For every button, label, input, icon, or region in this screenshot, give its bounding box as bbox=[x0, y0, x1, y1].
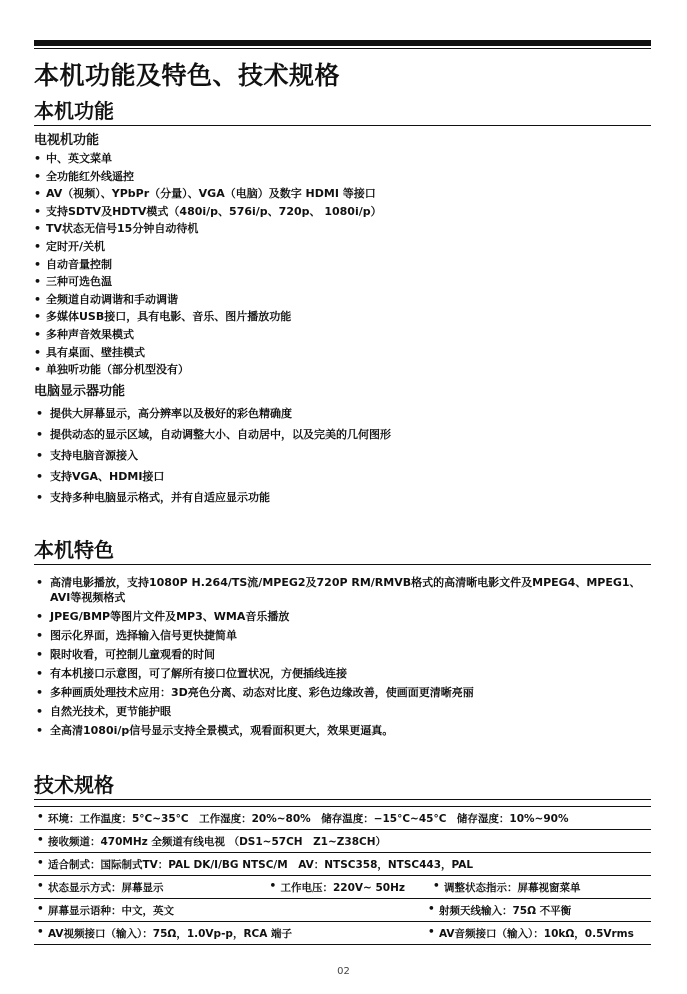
pc-functions-heading: 电脑显示器功能 bbox=[34, 383, 126, 399]
spec-row bbox=[34, 807, 651, 830]
list-item: • TV状态无信号15分钟自动待机 bbox=[34, 220, 651, 238]
functions-heading: 本机功能 bbox=[34, 98, 651, 126]
tv-functions-list bbox=[34, 150, 651, 379]
list-item: • 多媒体USB接口，具有电影、音乐、图片播放功能 bbox=[34, 308, 651, 326]
spec-row bbox=[34, 922, 651, 945]
list-item: • AV（视频）、YPbPr（分量）、VGA（电脑）及数字 HDMI 等接口 bbox=[34, 185, 651, 203]
spec-row bbox=[34, 853, 651, 876]
list-item: • 定时开/关机 bbox=[34, 238, 651, 256]
list-item: • 支持SDTV及HDTV模式（480i/p、576i/p、720p、 1080i/p） bbox=[34, 203, 651, 221]
spec-cell: • 射频天线输入：75Ω 不平衡 bbox=[425, 903, 651, 918]
spec-row bbox=[34, 830, 651, 853]
list-item: • 全高清1080i/p信号显示支持全景模式，观看面积更大，效果更逼真。 bbox=[34, 721, 651, 740]
features-list bbox=[34, 573, 651, 740]
list-item: • 全功能红外线遥控 bbox=[34, 168, 651, 186]
list-item: • 支持VGA、HDMI接口 bbox=[34, 466, 651, 487]
specs-heading: 技术规格 bbox=[34, 772, 651, 800]
spec-cell: • 适合制式：国际制式TV：PAL DK/I/BG NTSC/M AV：NTSC358，NTSC443，PAL bbox=[34, 857, 651, 872]
spec-cell: • 环境：工作温度：5°C~35°C 工作湿度：20%~80% 储存温度：−15°C~45°C 储存湿度：10%~90% bbox=[34, 811, 651, 826]
list-item: • 多种画质处理技术应用：3D亮色分离、动态对比度、彩色边缘改善，使画面更清晰亮丽 bbox=[34, 683, 651, 702]
list-item: • 多种声音效果模式 bbox=[34, 326, 651, 344]
spec-cell: • AV视频接口（输入）：75Ω，1.0Vp-p，RCA 端子 bbox=[34, 926, 425, 941]
list-item: • 图示化界面，选择输入信号更快捷简单 bbox=[34, 626, 651, 645]
list-item: • 具有桌面、壁挂模式 bbox=[34, 344, 651, 362]
list-item: • 支持多种电脑显示格式，并有自适应显示功能 bbox=[34, 487, 651, 508]
list-item: • 有本机接口示意图，可了解所有接口位置状况，方便插线连接 bbox=[34, 664, 651, 683]
spec-cell: • 接收频道：470MHz 全频道有线电视 （DS1~57CH Z1~Z38CH） bbox=[34, 834, 651, 849]
spec-cell: • 工作电压：220V~ 50Hz bbox=[267, 880, 431, 895]
spec-cell: • 调整状态指示：屏幕视窗菜单 bbox=[430, 880, 651, 895]
functions-section bbox=[34, 98, 651, 508]
features-heading: 本机特色 bbox=[34, 537, 651, 565]
features-section bbox=[34, 537, 651, 740]
list-item: • 单独听功能（部分机型没有） bbox=[34, 361, 651, 379]
list-item: • 高清电影播放，支持1080P H.264/TS流/MPEG2及720P RM/RMVB格式的高清晰电影文件及MPEG4、MPEG1、AVI等视频格式 bbox=[34, 573, 651, 607]
list-item: • 中、英文菜单 bbox=[34, 150, 651, 168]
specs-section bbox=[34, 772, 651, 945]
list-item: • 自动音量控制 bbox=[34, 256, 651, 274]
list-item: • 自然光技术，更节能护眼 bbox=[34, 702, 651, 721]
top-rule-thick bbox=[34, 40, 651, 46]
spec-row bbox=[34, 876, 651, 899]
list-item: • 支持电脑音源接入 bbox=[34, 445, 651, 466]
spec-cell: • AV音频接口（输入）：10kΩ，0.5Vrms bbox=[425, 926, 651, 941]
spec-cell: • 屏幕显示语种：中文，英文 bbox=[34, 903, 425, 918]
list-item: • 三种可选色温 bbox=[34, 273, 651, 291]
page-number: 02 bbox=[337, 966, 350, 977]
list-item: • 全频道自动调谐和手动调谐 bbox=[34, 291, 651, 309]
list-item: • JPEG/BMP等图片文件及MP3、WMA音乐播放 bbox=[34, 607, 651, 626]
spec-cell: • 状态显示方式：屏幕显示 bbox=[34, 880, 267, 895]
list-item: • 提供动态的显示区域，自动调整大小、自动居中，以及完美的几何图形 bbox=[34, 424, 651, 445]
page-title: 本机功能及特色、技术规格 bbox=[34, 61, 341, 90]
pc-functions-list bbox=[34, 403, 651, 508]
specs-table bbox=[34, 806, 651, 945]
tv-functions-heading: 电视机功能 bbox=[34, 133, 100, 148]
spec-row bbox=[34, 899, 651, 922]
list-item: • 限时收看，可控制儿童观看的时间 bbox=[34, 645, 651, 664]
list-item: • 提供大屏幕显示，高分辨率以及极好的彩色精确度 bbox=[34, 403, 651, 424]
top-rule-thin bbox=[34, 48, 651, 49]
